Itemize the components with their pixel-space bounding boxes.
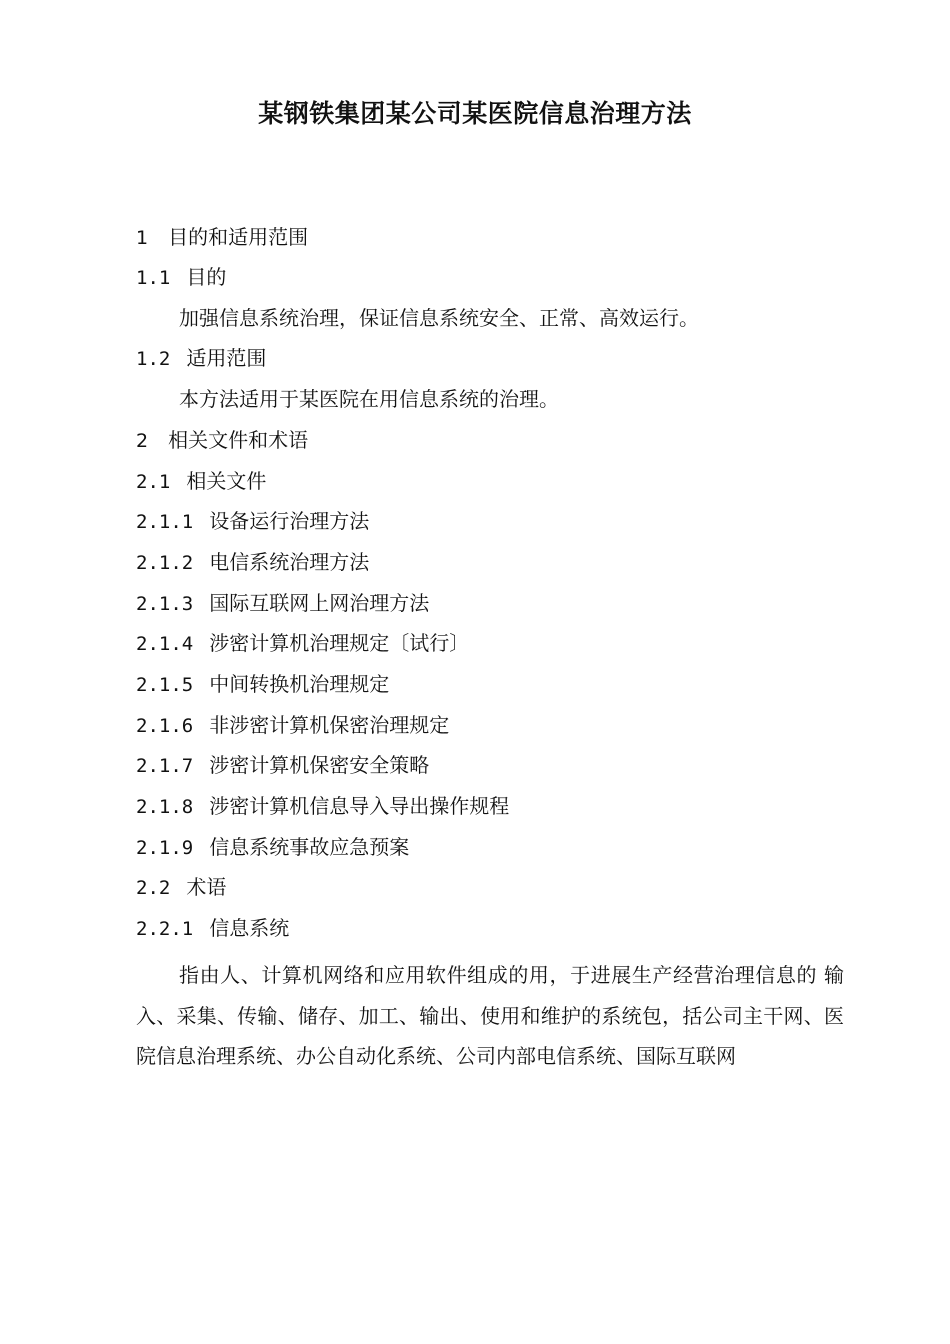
item-text: 设备运行治理方法 — [209, 509, 370, 533]
file-item — [136, 712, 449, 739]
section-2-2-1-body: 指由人、计算机网络和应用软件组成的用，于进展生产经营治理信息的 输入、采集、传输、储存、加工、输出、使用和维护的系统包，括公司主干网、医院信息治理系统、办公自动化系统、公司内部电信系统、国际互联网 — [136, 963, 844, 1068]
section-number: 2 — [136, 430, 149, 452]
section-number: 1.1 — [136, 267, 171, 289]
file-item — [136, 671, 389, 698]
item-text: 涉密计算机信息导入导出操作规程 — [209, 794, 510, 818]
item-number: 2.1.4 — [136, 633, 194, 655]
section-title: 目的和适用范围 — [168, 225, 309, 249]
item-text: 涉密计算机保密安全策略 — [209, 753, 430, 777]
item-number: 2.1.7 — [136, 755, 194, 777]
section-1-1-heading — [136, 264, 226, 291]
item-number: 2.1.1 — [136, 511, 194, 533]
item-number: 2.1.6 — [136, 715, 194, 737]
section-1-heading — [136, 224, 308, 251]
item-number: 2.1.9 — [136, 837, 194, 859]
item-number: 2.1.2 — [136, 552, 194, 574]
item-text: 非涉密计算机保密治理规定 — [209, 713, 450, 737]
item-number: 2.1.3 — [136, 593, 194, 615]
section-title: 相关文件和术语 — [168, 428, 309, 452]
item-number: 2.1.5 — [136, 674, 194, 696]
section-1-2-heading — [136, 345, 266, 372]
item-text: 涉密计算机治理规定〔试行〕 — [209, 631, 470, 655]
section-number: 1.2 — [136, 348, 171, 370]
item-text: 国际互联网上网治理方法 — [209, 591, 430, 615]
section-title: 适用范围 — [186, 346, 267, 370]
section-title: 相关文件 — [186, 469, 267, 493]
file-item — [136, 793, 509, 820]
section-2-2-1-heading — [136, 915, 289, 942]
section-title: 术语 — [186, 875, 227, 899]
section-1-2-body: 本方法适用于某医院在用信息系统的治理。 — [179, 387, 559, 411]
section-2-heading — [136, 427, 308, 454]
file-item — [136, 834, 409, 861]
item-text: 信息系统事故应急预案 — [209, 835, 410, 859]
item-number: 2.1.8 — [136, 796, 194, 818]
item-text: 中间转换机治理规定 — [209, 672, 390, 696]
document-title: 某钢铁集团某公司某医院信息治理方法 — [258, 99, 692, 128]
file-item — [136, 630, 469, 657]
file-item — [136, 590, 429, 617]
section-number: 2.1 — [136, 471, 171, 493]
section-1-1-body: 加强信息系统治理，保证信息系统安全、正常、高效运行。 — [179, 306, 699, 330]
section-number: 1 — [136, 227, 149, 249]
section-number: 2.2.1 — [136, 918, 194, 940]
file-item — [136, 508, 369, 535]
file-item — [136, 752, 429, 779]
section-number: 2.2 — [136, 877, 171, 899]
item-text: 电信系统治理方法 — [209, 550, 370, 574]
file-item — [136, 549, 369, 576]
section-2-1-heading — [136, 468, 266, 495]
section-title: 目的 — [186, 265, 227, 289]
section-2-2-heading — [136, 874, 226, 901]
section-title: 信息系统 — [209, 916, 290, 940]
